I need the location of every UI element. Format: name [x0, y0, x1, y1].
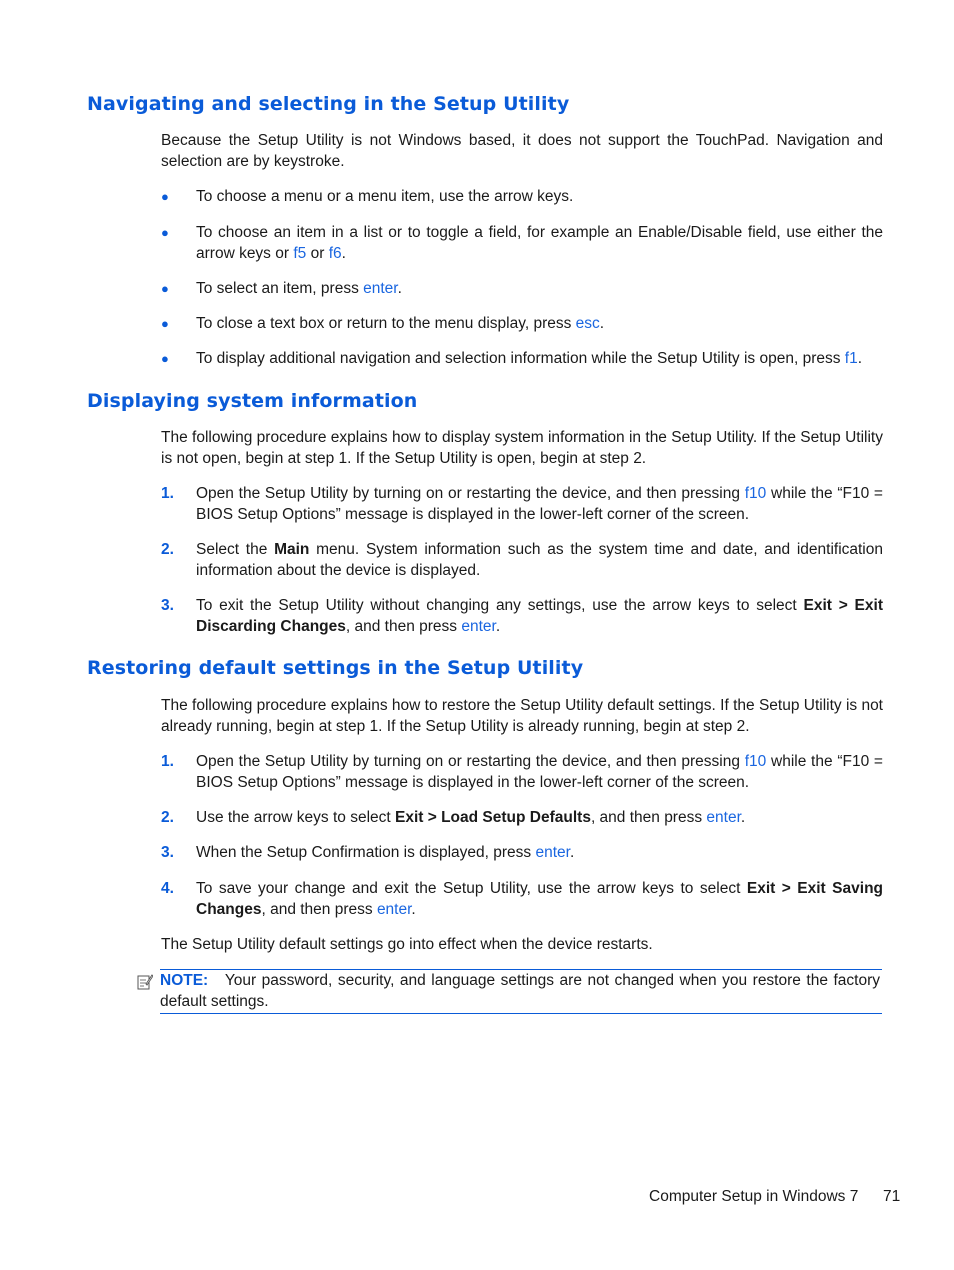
- section-heading-system-info: Displaying system information: [87, 390, 418, 412]
- section-intro: The following procedure explains how to restore the Setup Utility default settings. If the Setup Utility is not already running, begin at step 1. If the Setup Utility is already running, begin at step 2.: [161, 697, 883, 735]
- list-item-text: When the Setup Confirmation is displayed, press enter.: [196, 844, 575, 861]
- section-intro: The following procedure explains how to display system information in the Setup Utility. If the Setup Utility is not open, begin at step 1. If the Setup Utility is open, begin at step 2.: [161, 429, 883, 467]
- key-enter: enter: [535, 844, 570, 861]
- list-item: [161, 313, 883, 334]
- list-item: [161, 751, 883, 793]
- list-item: [161, 483, 883, 525]
- section-heading-navigating: Navigating and selecting in the Setup Utility: [87, 93, 570, 115]
- key-f6: f6: [328, 245, 342, 262]
- key-enter: enter: [363, 280, 398, 297]
- key-f10: f10: [744, 753, 767, 770]
- footer-title: Computer Setup in Windows 7: [649, 1188, 859, 1205]
- list-item-text: To choose a menu or a menu item, use the arrow keys.: [196, 188, 574, 205]
- menu-name: Main: [274, 541, 310, 558]
- note-icon: [137, 973, 153, 991]
- list-item: [161, 348, 883, 369]
- key-f1: f1: [844, 350, 858, 367]
- list-item-text: To display additional navigation and selection information while the Setup Utility is open, press f1.: [196, 350, 863, 367]
- key-esc: esc: [575, 315, 600, 332]
- list-item-text: To exit the Setup Utility without changing any settings, use the arrow keys to select Exit > Exit Discarding Changes, and then press enter.: [196, 597, 883, 635]
- menu-path: Exit > Exit Discarding Changes: [196, 597, 883, 635]
- key-enter: enter: [461, 618, 496, 635]
- list-item: [161, 807, 883, 828]
- list-item: [161, 186, 883, 207]
- list-item-text: Use the arrow keys to select Exit > Load Setup Defaults, and then press enter.: [196, 809, 746, 826]
- menu-path: Exit > Exit Saving Changes: [196, 880, 884, 918]
- bullet-marker: ●: [161, 281, 169, 296]
- step-number: 2.: [161, 809, 174, 826]
- section-intro: Because the Setup Utility is not Windows based, it does not support the TouchPad. Navigation and selection are by keystroke.: [161, 132, 883, 170]
- list-item-text: Open the Setup Utility by turning on or restarting the device, and then pressing f10 while the “F10 = BIOS Setup Options” message is displayed in the lower-left corner of the screen.: [196, 753, 883, 791]
- list-item-text: To select an item, press enter.: [196, 280, 402, 297]
- section-outro: The Setup Utility default settings go into effect when the device restarts.: [161, 936, 653, 953]
- list-item-text: Open the Setup Utility by turning on or restarting the device, and then pressing f10 while the “F10 = BIOS Setup Options” message is displayed in the lower-left corner of the screen.: [196, 485, 883, 523]
- list-item-text: To close a text box or return to the menu display, press esc.: [196, 315, 605, 332]
- list-item-text: To save your change and exit the Setup Utility, use the arrow keys to select Exit > Exit Saving Changes, and then press enter.: [196, 880, 884, 918]
- key-f5: f5: [293, 245, 307, 262]
- list-item: [161, 842, 883, 863]
- key-enter: enter: [706, 809, 741, 826]
- list-item: [161, 878, 883, 920]
- page-number: 71: [883, 1188, 901, 1205]
- bullet-marker: ●: [161, 225, 169, 240]
- list-item: [161, 539, 883, 581]
- list-item: [161, 595, 883, 637]
- list-item-text: To choose an item in a list or to toggle a field, for example an Enable/Disable field, use either the arrow keys or f5 or f6.: [196, 224, 883, 262]
- step-number: 1.: [161, 753, 174, 770]
- key-enter: enter: [376, 901, 412, 918]
- bullet-marker: ●: [161, 351, 169, 366]
- step-number: 3.: [161, 597, 174, 614]
- bullet-marker: ●: [161, 189, 169, 204]
- list-item: [161, 222, 883, 264]
- menu-path: Exit > Load Setup Defaults: [395, 809, 591, 826]
- step-number: 4.: [161, 880, 174, 897]
- step-number: 1.: [161, 485, 174, 502]
- note-label: NOTE:: [160, 972, 209, 989]
- note-text: NOTE: Your password, security, and language settings are not changed when you restore the factory default settings.: [160, 972, 881, 1010]
- list-item-text: Select the Main menu. System information such as the system time and date, and identification information about the device is displayed.: [196, 541, 883, 579]
- list-item: [161, 278, 883, 299]
- step-number: 2.: [161, 541, 174, 558]
- bullet-marker: ●: [161, 316, 169, 331]
- section-heading-restoring-defaults: Restoring default settings in the Setup Utility: [87, 657, 584, 679]
- key-f10: f10: [744, 485, 767, 502]
- step-number: 3.: [161, 844, 174, 861]
